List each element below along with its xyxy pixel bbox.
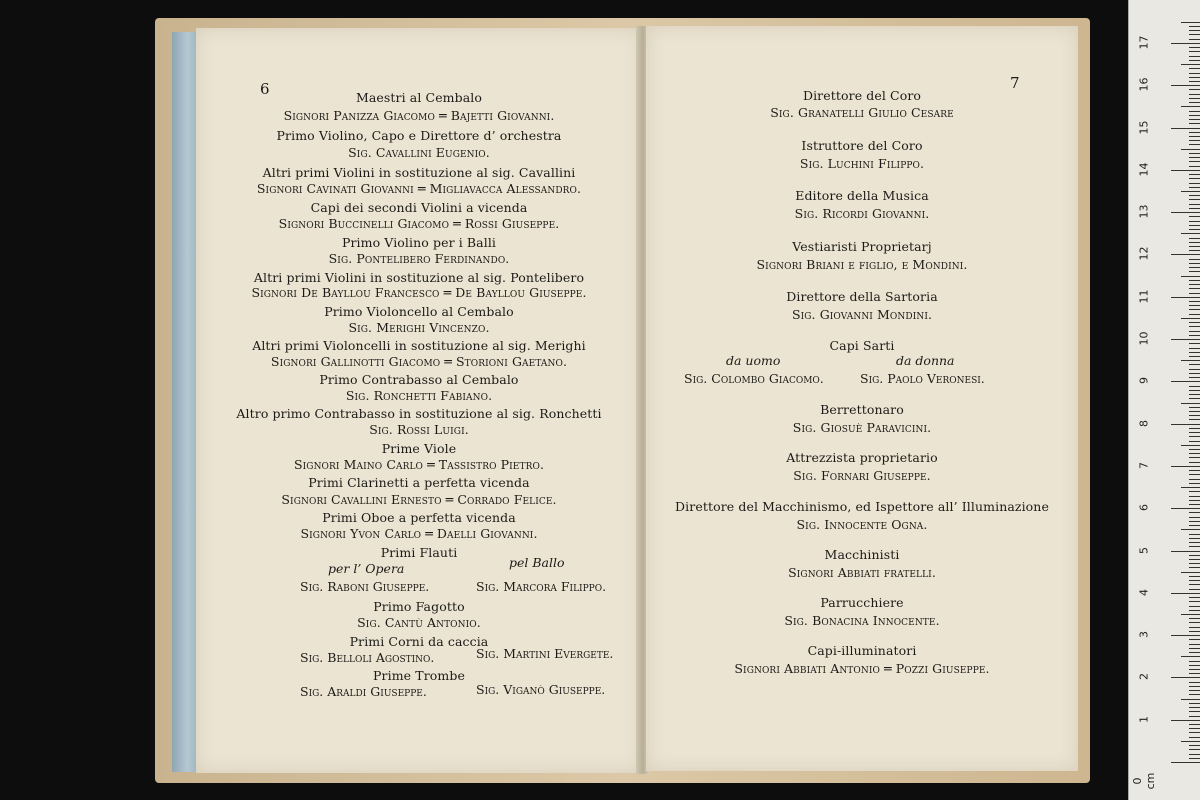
ruler-tick [1189,132,1200,133]
ruler-tick [1189,407,1200,408]
ruler-tick [1189,293,1200,294]
ruler-tick [1181,276,1200,277]
measurement-ruler [1128,0,1200,800]
ruler-tick [1189,470,1200,471]
flauti-label-opera: per l’ Opera [328,561,405,576]
ruler-tick [1189,89,1200,90]
ruler-tick [1181,360,1200,361]
ruler-tick [1189,474,1200,475]
ruler-tick [1189,601,1200,602]
ruler-tick [1189,364,1200,365]
ruler-tick [1181,318,1200,319]
text-line: Berrettonaro [820,402,904,417]
text-line: Primi Flauti [380,545,458,560]
ruler-number: 2 [1137,673,1151,681]
ruler-tick [1181,487,1200,488]
ruler-tick [1189,546,1200,547]
trombe-name-left: Sig. Araldi Giuseppe. [300,684,427,699]
ruler-number: 1 [1137,715,1151,723]
ruler-number: 10 [1137,331,1151,346]
text-line: Sig. Granatelli Giulio Cesare [770,105,954,120]
ruler-tick [1189,60,1200,61]
ruler-tick [1189,415,1200,416]
ruler-tick [1181,403,1200,404]
ruler-tick [1181,656,1200,657]
ruler-tick [1189,309,1200,310]
left-page [196,28,642,773]
text-line: Primi Corni da caccia [349,634,489,649]
ruler-tick [1189,386,1200,387]
ruler-tick [1189,77,1200,78]
ruler-tick [1181,741,1200,742]
text-line: Primo Fagotto [373,599,465,614]
ruler-number: 4 [1137,588,1151,596]
text-line: Macchinisti [824,547,900,562]
ruler-tick [1181,191,1200,192]
ruler-tick [1189,542,1200,543]
ruler-tick [1189,457,1200,458]
ruler-tick [1189,246,1200,247]
ruler-tick [1189,682,1200,683]
ruler-tick [1189,30,1200,31]
ruler-tick [1189,34,1200,35]
text-line: Sig. Cantù Antonio. [357,615,481,630]
ruler-tick [1189,754,1200,755]
ruler-tick [1171,43,1200,44]
ruler-tick [1189,758,1200,759]
text-line: Signori Gallinotti Giacomo ═ Storioni Gaetano. [270,354,568,369]
sarti-label-donna: da donna [896,353,955,368]
ruler-tick [1189,199,1200,200]
ruler-tick [1189,538,1200,539]
ruler-tick [1189,369,1200,370]
ruler-tick [1189,728,1200,729]
trombe-name-right: Sig. Viganò Giuseppe. [476,682,606,697]
ruler-tick [1189,51,1200,52]
text-line: Signori Briani e figlio, e Mondini. [756,257,968,272]
ruler-tick [1171,297,1200,298]
text-line: Signori Maino Carlo ═ Tassistro Pietro. [293,457,545,472]
text-line: Sig. Giovanni Mondini. [791,307,933,322]
ruler-tick [1189,111,1200,112]
ruler-tick [1189,690,1200,691]
ruler-tick [1189,661,1200,662]
ruler-tick [1189,305,1200,306]
text-line: Altri primi Violini in sostituzione al sig. Cavallini [262,165,576,180]
ruler-tick [1189,242,1200,243]
ruler-tick [1189,166,1200,167]
ruler-tick [1189,627,1200,628]
text-line: Direttore della Sartoria [786,289,938,304]
corni-name-right: Sig. Martini Evergete. [476,646,614,661]
ruler-tick [1189,732,1200,733]
ruler-tick [1189,284,1200,285]
ruler-tick [1189,301,1200,302]
ruler-tick [1181,106,1200,107]
text-line: Signori Yvon Carlo ═ Daelli Giovanni. [300,526,538,541]
ruler-tick [1189,521,1200,522]
ruler-tick [1171,212,1200,213]
ruler-number: 11 [1137,289,1151,304]
ruler-tick [1189,589,1200,590]
ruler-tick [1171,381,1200,382]
ruler-tick [1189,639,1200,640]
ruler-tick [1189,576,1200,577]
ruler-tick [1171,424,1200,425]
ruler-tick [1189,335,1200,336]
ruler-tick [1189,479,1200,480]
ruler-tick [1189,749,1200,750]
ruler-tick [1189,47,1200,48]
text-line: Primo Violoncello al Cembalo [324,304,514,319]
ruler-tick [1189,716,1200,717]
ruler-tick [1189,98,1200,99]
text-line: Direttore del Macchinismo, ed Ispettore all’ Illuminazione [675,499,1049,514]
ruler-tick [1189,271,1200,272]
ruler-tick [1189,652,1200,653]
spine-paper-strip [172,32,198,772]
ruler-tick [1189,123,1200,124]
ruler-tick [1181,529,1200,530]
ruler-tick [1189,267,1200,268]
ruler-tick [1181,149,1200,150]
ruler-unit-label: 0 cm [1131,772,1157,790]
text-line: Signori Abbiati fratelli. [788,565,936,580]
ruler-tick [1189,216,1200,217]
ruler-tick [1189,428,1200,429]
ruler-tick [1189,724,1200,725]
ruler-tick [1171,593,1200,594]
ruler-tick [1189,555,1200,556]
sarti-label-uomo: da uomo [726,353,781,368]
ruler-number: 8 [1137,419,1151,427]
ruler-tick [1189,314,1200,315]
text-line: Signori Cavinati Giovanni ═ Migliavacca Alessandro. [256,181,582,196]
ruler-tick [1189,453,1200,454]
ruler-tick [1171,339,1200,340]
ruler-tick [1189,140,1200,141]
ruler-tick [1171,551,1200,552]
ruler-tick [1181,64,1200,65]
ruler-tick [1189,483,1200,484]
ruler-tick [1189,584,1200,585]
ruler-tick [1189,436,1200,437]
ruler-tick [1189,500,1200,501]
text-line: Maestri al Cembalo [355,90,483,105]
ruler-tick [1189,665,1200,666]
ruler-number: 7 [1137,461,1151,469]
text-line: Sig. Ronchetti Fabiano. [345,388,493,403]
ruler-tick [1189,394,1200,395]
ruler-tick [1189,618,1200,619]
ruler-tick [1171,762,1200,763]
ruler-tick [1189,496,1200,497]
text-line: Sig. Cavallini Eugenio. [348,145,490,160]
flauti-name-left: Sig. Raboni Giuseppe. [300,579,430,594]
text-line: Direttore del Coro [802,88,922,103]
text-line: Altri primi Violoncelli in sostituzione al sig. Merighi [252,338,586,353]
ruler-tick [1189,669,1200,670]
text-line: Primo Violino per i Balli [341,235,497,250]
ruler-tick [1189,441,1200,442]
ruler-tick [1189,606,1200,607]
ruler-tick [1189,411,1200,412]
text-line: Vestiaristi Proprietarj [792,239,932,254]
ruler-tick [1189,610,1200,611]
ruler-tick [1189,136,1200,137]
ruler-tick [1171,170,1200,171]
ruler-tick [1189,144,1200,145]
ruler-tick [1189,462,1200,463]
ruler-tick [1189,178,1200,179]
ruler-tick [1189,221,1200,222]
ruler-tick [1189,432,1200,433]
flauti-label-ballo: pel Ballo [509,555,565,570]
ruler-tick [1189,263,1200,264]
ruler-tick [1189,694,1200,695]
text-line: Sig. Pontelibero Ferdinando. [328,251,510,266]
ruler-tick [1189,597,1200,598]
ruler-tick [1189,331,1200,332]
ruler-tick [1189,491,1200,492]
ruler-tick [1189,622,1200,623]
ruler-tick [1189,377,1200,378]
ruler-tick [1189,525,1200,526]
text-line: Attrezzista proprietario [786,450,938,465]
ruler-tick [1189,157,1200,158]
ruler-number: 16 [1137,77,1151,92]
ruler-tick [1189,102,1200,103]
page-number-left: 6 [260,80,270,98]
text-line: Signori Panizza Giacomo ═ Bajetti Giovanni. [283,108,555,123]
ruler-tick [1189,229,1200,230]
ruler-tick [1189,559,1200,560]
ruler-tick [1189,115,1200,116]
ruler-tick [1189,504,1200,505]
ruler-tick [1189,56,1200,57]
ruler-tick [1189,225,1200,226]
ruler-tick [1171,466,1200,467]
text-line: Primo Violino, Capo e Direttore d’ orchestra [276,128,562,143]
ruler-tick [1189,259,1200,260]
ruler-tick [1189,280,1200,281]
text-line: Primi Oboe a perfetta vicenda [322,510,516,525]
ruler-tick [1189,686,1200,687]
ruler-number: 5 [1137,546,1151,554]
text-line: Capi dei secondi Violini a vicenda [310,200,528,215]
text-line: Sig. Luchini Filippo. [799,156,925,171]
ruler-tick [1171,85,1200,86]
ruler-number: 15 [1137,120,1151,134]
ruler-number: 14 [1137,162,1151,177]
text-line: Sig. Ricordi Giovanni. [794,206,930,221]
ruler-tick [1189,580,1200,581]
ruler-tick [1189,81,1200,82]
ruler-tick [1189,68,1200,69]
ruler-tick [1171,254,1200,255]
ruler-tick [1189,174,1200,175]
ruler-tick [1189,711,1200,712]
text-line: Capi-illuminatori [807,643,917,658]
text-line: Signori Abbiati Antonio ═ Pozzi Giuseppe. [734,661,990,676]
ruler-tick [1189,373,1200,374]
ruler-tick [1189,161,1200,162]
right-page [646,26,1078,771]
sarti-name-right: Sig. Paolo Veronesi. [860,371,985,386]
ruler-tick [1189,250,1200,251]
ruler-tick [1189,390,1200,391]
text-line: Prime Viole [381,441,457,456]
ruler-tick [1189,187,1200,188]
page-number-right: 7 [1010,74,1020,92]
ruler-tick [1189,737,1200,738]
ruler-tick [1189,567,1200,568]
corni-name-left: Sig. Belloli Agostino. [300,650,435,665]
text-line: Parrucchiere [820,595,904,610]
ruler-tick [1189,419,1200,420]
ruler-tick [1181,233,1200,234]
ruler-tick [1181,445,1200,446]
text-line: Sig. Fornari Giuseppe. [793,468,931,483]
ruler-tick [1189,563,1200,564]
ruler-tick [1189,326,1200,327]
ruler-tick [1189,703,1200,704]
ruler-tick [1189,73,1200,74]
ruler-tick [1189,26,1200,27]
text-line: Altro primo Contrabasso in sostituzione al sig. Ronchetti [236,406,602,421]
ruler-number: 13 [1137,204,1151,219]
text-line: Sig. Giosuè Paravicini. [792,420,932,435]
text-line: Sig. Rossi Luigi. [369,422,469,437]
ruler-tick [1189,512,1200,513]
text-line: Capi Sarti [829,338,895,353]
ruler-tick [1189,183,1200,184]
ruler-tick [1189,398,1200,399]
text-line: Prime Trombe [373,668,465,683]
text-line: Signori Cavallini Ernesto ═ Corrado Felice. [281,492,557,507]
ruler-tick [1189,631,1200,632]
ruler-tick [1189,517,1200,518]
text-line: Istruttore del Coro [801,138,923,153]
ruler-tick [1189,745,1200,746]
ruler-tick [1181,572,1200,573]
ruler-tick [1189,644,1200,645]
ruler-tick [1189,352,1200,353]
ruler-tick [1189,322,1200,323]
ruler-tick [1189,707,1200,708]
text-line: Altri primi Violini in sostituzione al sig. Pontelibero [253,270,585,285]
ruler-tick [1189,648,1200,649]
ruler-tick [1189,119,1200,120]
text-line: Primi Clarinetti a perfetta vicenda [308,475,530,490]
ruler-tick [1189,153,1200,154]
text-line: Signori Buccinelli Giacomo ═ Rossi Giuseppe. [278,216,560,231]
text-line: Editore della Musica [795,188,929,203]
text-line: Signori De Bayllou Francesco ═ De Bayllou Giuseppe. [251,285,587,300]
text-line: Sig. Innocente Ogna. [796,517,928,532]
ruler-tick [1189,238,1200,239]
text-line: Sig. Bonacina Innocente. [784,613,940,628]
ruler-tick [1189,39,1200,40]
ruler-number: 9 [1137,377,1151,385]
ruler-tick [1171,508,1200,509]
ruler-tick [1189,204,1200,205]
sarti-name-left: Sig. Colombo Giacomo. [684,371,824,386]
ruler-number: 12 [1137,246,1151,261]
ruler-tick [1181,699,1200,700]
ruler-tick [1171,635,1200,636]
ruler-tick [1171,128,1200,129]
ruler-tick [1189,534,1200,535]
ruler-tick [1189,348,1200,349]
ruler-tick [1189,343,1200,344]
ruler-tick [1189,208,1200,209]
ruler-tick [1189,356,1200,357]
ruler-tick [1189,288,1200,289]
ruler-tick [1171,677,1200,678]
text-line: Sig. Merighi Vincenzo. [348,320,490,335]
text-line: Primo Contrabasso al Cembalo [319,372,519,387]
ruler-tick [1181,22,1200,23]
ruler-tick [1181,614,1200,615]
ruler-tick [1171,720,1200,721]
ruler-tick [1189,94,1200,95]
ruler-number: 17 [1137,35,1151,50]
flauti-name-right: Sig. Marcora Filippo. [476,579,607,594]
ruler-tick [1189,449,1200,450]
ruler-number: 6 [1137,504,1151,512]
ruler-tick [1189,195,1200,196]
ruler-number: 3 [1137,631,1151,639]
ruler-tick [1189,673,1200,674]
